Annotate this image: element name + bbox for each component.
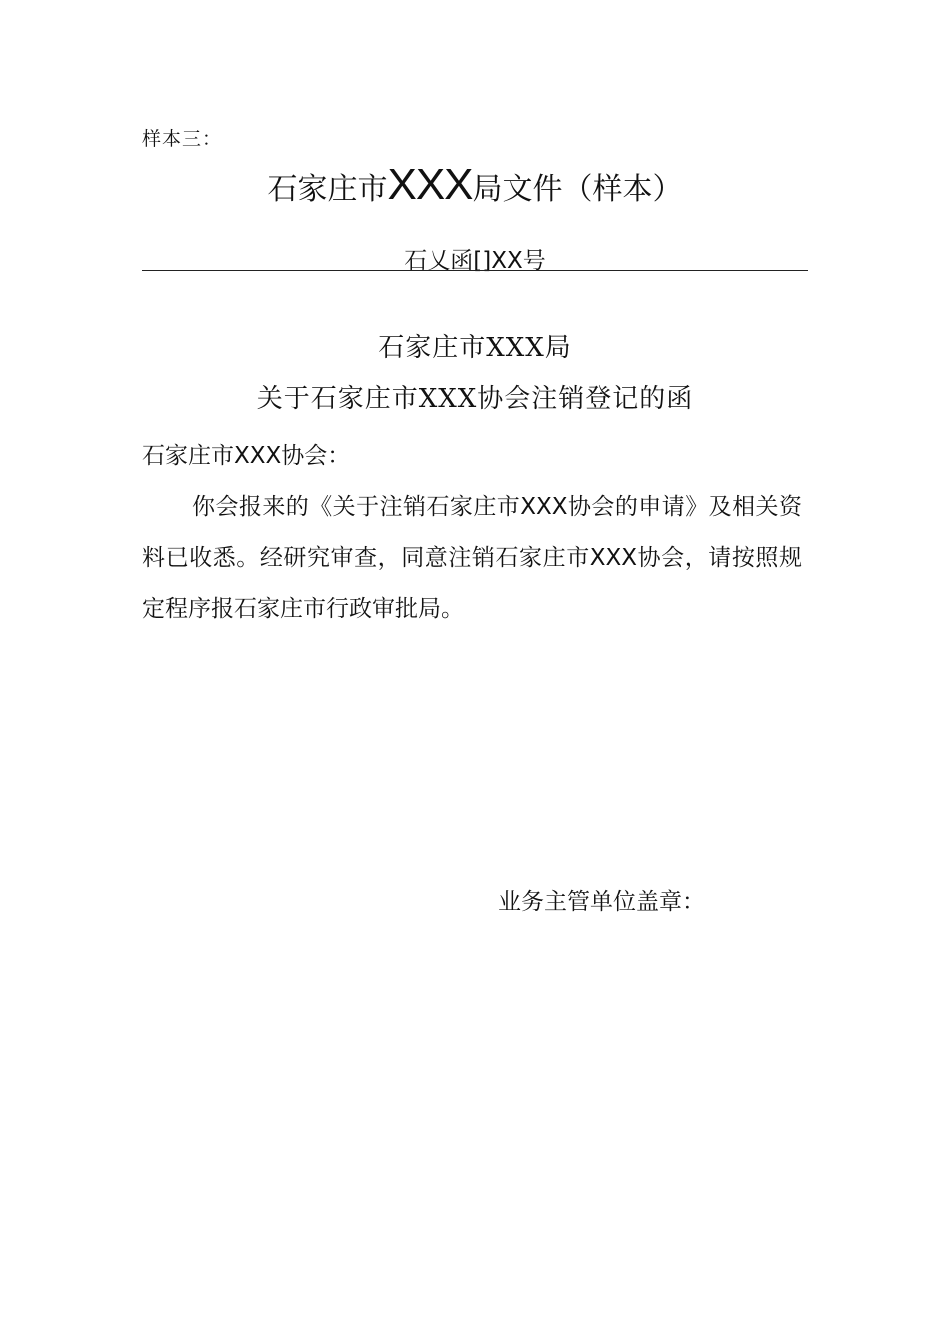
seal-label: 业务主管单位盖章：	[498, 889, 705, 915]
letter-body: 你会报来的《关于注销石家庄市XXX协会的申请》及相关资料已收悉。经研究审查，同意注销石家庄市XXX协会，请按照规定程序报石家庄市行政审批局。	[142, 494, 802, 622]
salutation: 石家庄市XXX协会：	[142, 443, 351, 469]
header-suffix: 局文件（样本）	[472, 172, 683, 207]
document-number: 石乂函[]XX号	[404, 248, 546, 274]
header-prefix: 石家庄市	[267, 172, 388, 207]
letter-title-line-1: 石家庄市XXX局	[378, 333, 572, 363]
header-xxx: XXX	[387, 160, 473, 209]
sample-label: 样本三：	[142, 128, 223, 150]
header-divider	[142, 270, 808, 271]
letter-title-line-2: 关于石家庄市XXX协会注销登记的函	[256, 384, 694, 414]
document-header	[0, 160, 950, 210]
